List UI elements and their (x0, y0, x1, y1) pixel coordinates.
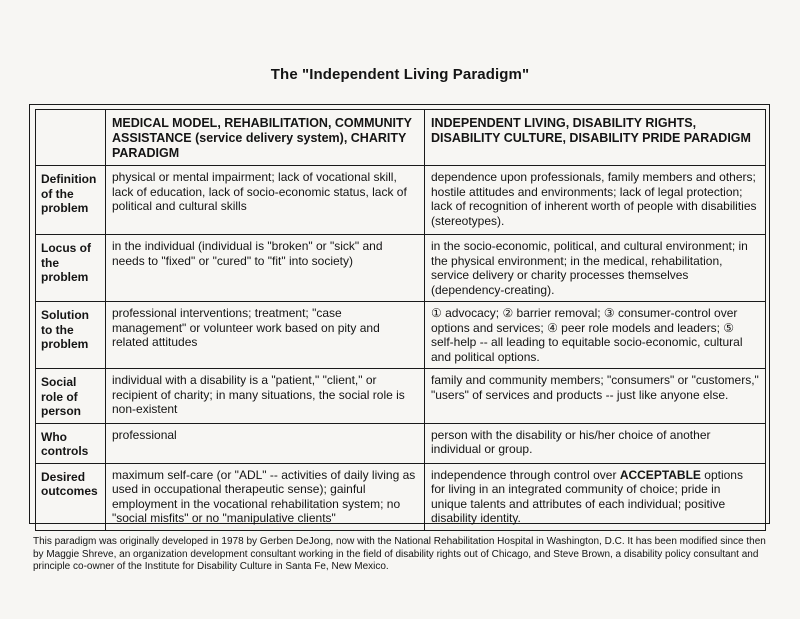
header-independent-living: INDEPENDENT LIVING, DISABILITY RIGHTS, DISABILITY CULTURE, DISABILITY PRIDE PARADIGM (425, 110, 766, 166)
page-title: The "Independent Living Paradigm" (270, 66, 530, 83)
row-label: Desired outcomes (36, 463, 106, 530)
il-text-emphasis: ACCEPTABLE (619, 467, 701, 482)
table-row (36, 166, 766, 235)
medical-cell: maximum self-care (or "ADL" -- activities of daily living as used in occupational therapeutic sense); gainful employment in the vocational rehabilitation system; no "social misfits" or no "manipulative clients" (106, 463, 425, 530)
header-corner (36, 110, 106, 166)
medical-cell: professional interventions; treatment; "case management" or volunteer work based on pity and related attitudes (106, 302, 425, 369)
footnote: This paradigm was originally developed in 1978 by Gerben DeJong, now with the National Rehabilitation Hospital in Washington, D.C. It has been modified since then by Maggie Shreve, an organization development consultant working in the field of disability rights out of Chicago, and Steve Brown, a disability policy consultant and principle co-owner of the Institute for Disability Culture in Santa Fe, New Mexico. (33, 536, 766, 572)
table-row (36, 423, 766, 463)
table-row (36, 463, 766, 530)
header-row (36, 110, 766, 166)
il-cell: dependence upon professionals, family members and others; hostile attitudes and environments; lack of legal protection; lack of recognition of inherent worth of people with disabilities (stereotypes). (425, 166, 766, 235)
header-medical-model: MEDICAL MODEL, REHABILITATION, COMMUNITY ASSISTANCE (service delivery system), CHARITY PARADIGM (106, 110, 425, 166)
medical-cell: professional (106, 423, 425, 463)
il-cell: family and community members; "consumers" or "customers," "users" of services and products -- just like anyone else. (425, 369, 766, 424)
paradigm-table (35, 109, 766, 531)
il-cell (425, 463, 766, 530)
medical-cell: physical or mental impairment; lack of vocational skill, lack of education, lack of socio-economic status, lack of political and cultural skills (106, 166, 425, 235)
row-label: Locus of the problem (36, 235, 106, 302)
medical-cell: in the individual (individual is "broken" or "sick" and needs to "fixed" or "cured" to "fit" into society) (106, 235, 425, 302)
row-label: Solution to the problem (36, 302, 106, 369)
il-text-post: options for living in an integrated community of choice; pride in unique talents and attributes of each individual; positive disability identity. (431, 467, 743, 525)
il-cell: in the socio-economic, political, and cultural environment; in the physical environment; in the medical, rehabilitation, service delivery or charity processes themselves (dependency-creating). (425, 235, 766, 302)
table-row (36, 235, 766, 302)
il-text-pre: independence through control over (431, 467, 620, 482)
table-row (36, 302, 766, 369)
row-label: Who controls (36, 423, 106, 463)
row-label: Social role of person (36, 369, 106, 424)
il-cell: ① advocacy; ② barrier removal; ③ consumer-control over options and services; ④ peer role models and leaders; ⑤ self-help -- all leading to equitable socio-economic, cultural and political options. (425, 302, 766, 369)
table-row (36, 369, 766, 424)
row-label: Definition of the problem (36, 166, 106, 235)
il-cell: person with the disability or his/her choice of another individual or group. (425, 423, 766, 463)
medical-cell: individual with a disability is a "patient," "client," or recipient of charity; in many situations, the social role is non-existent (106, 369, 425, 424)
